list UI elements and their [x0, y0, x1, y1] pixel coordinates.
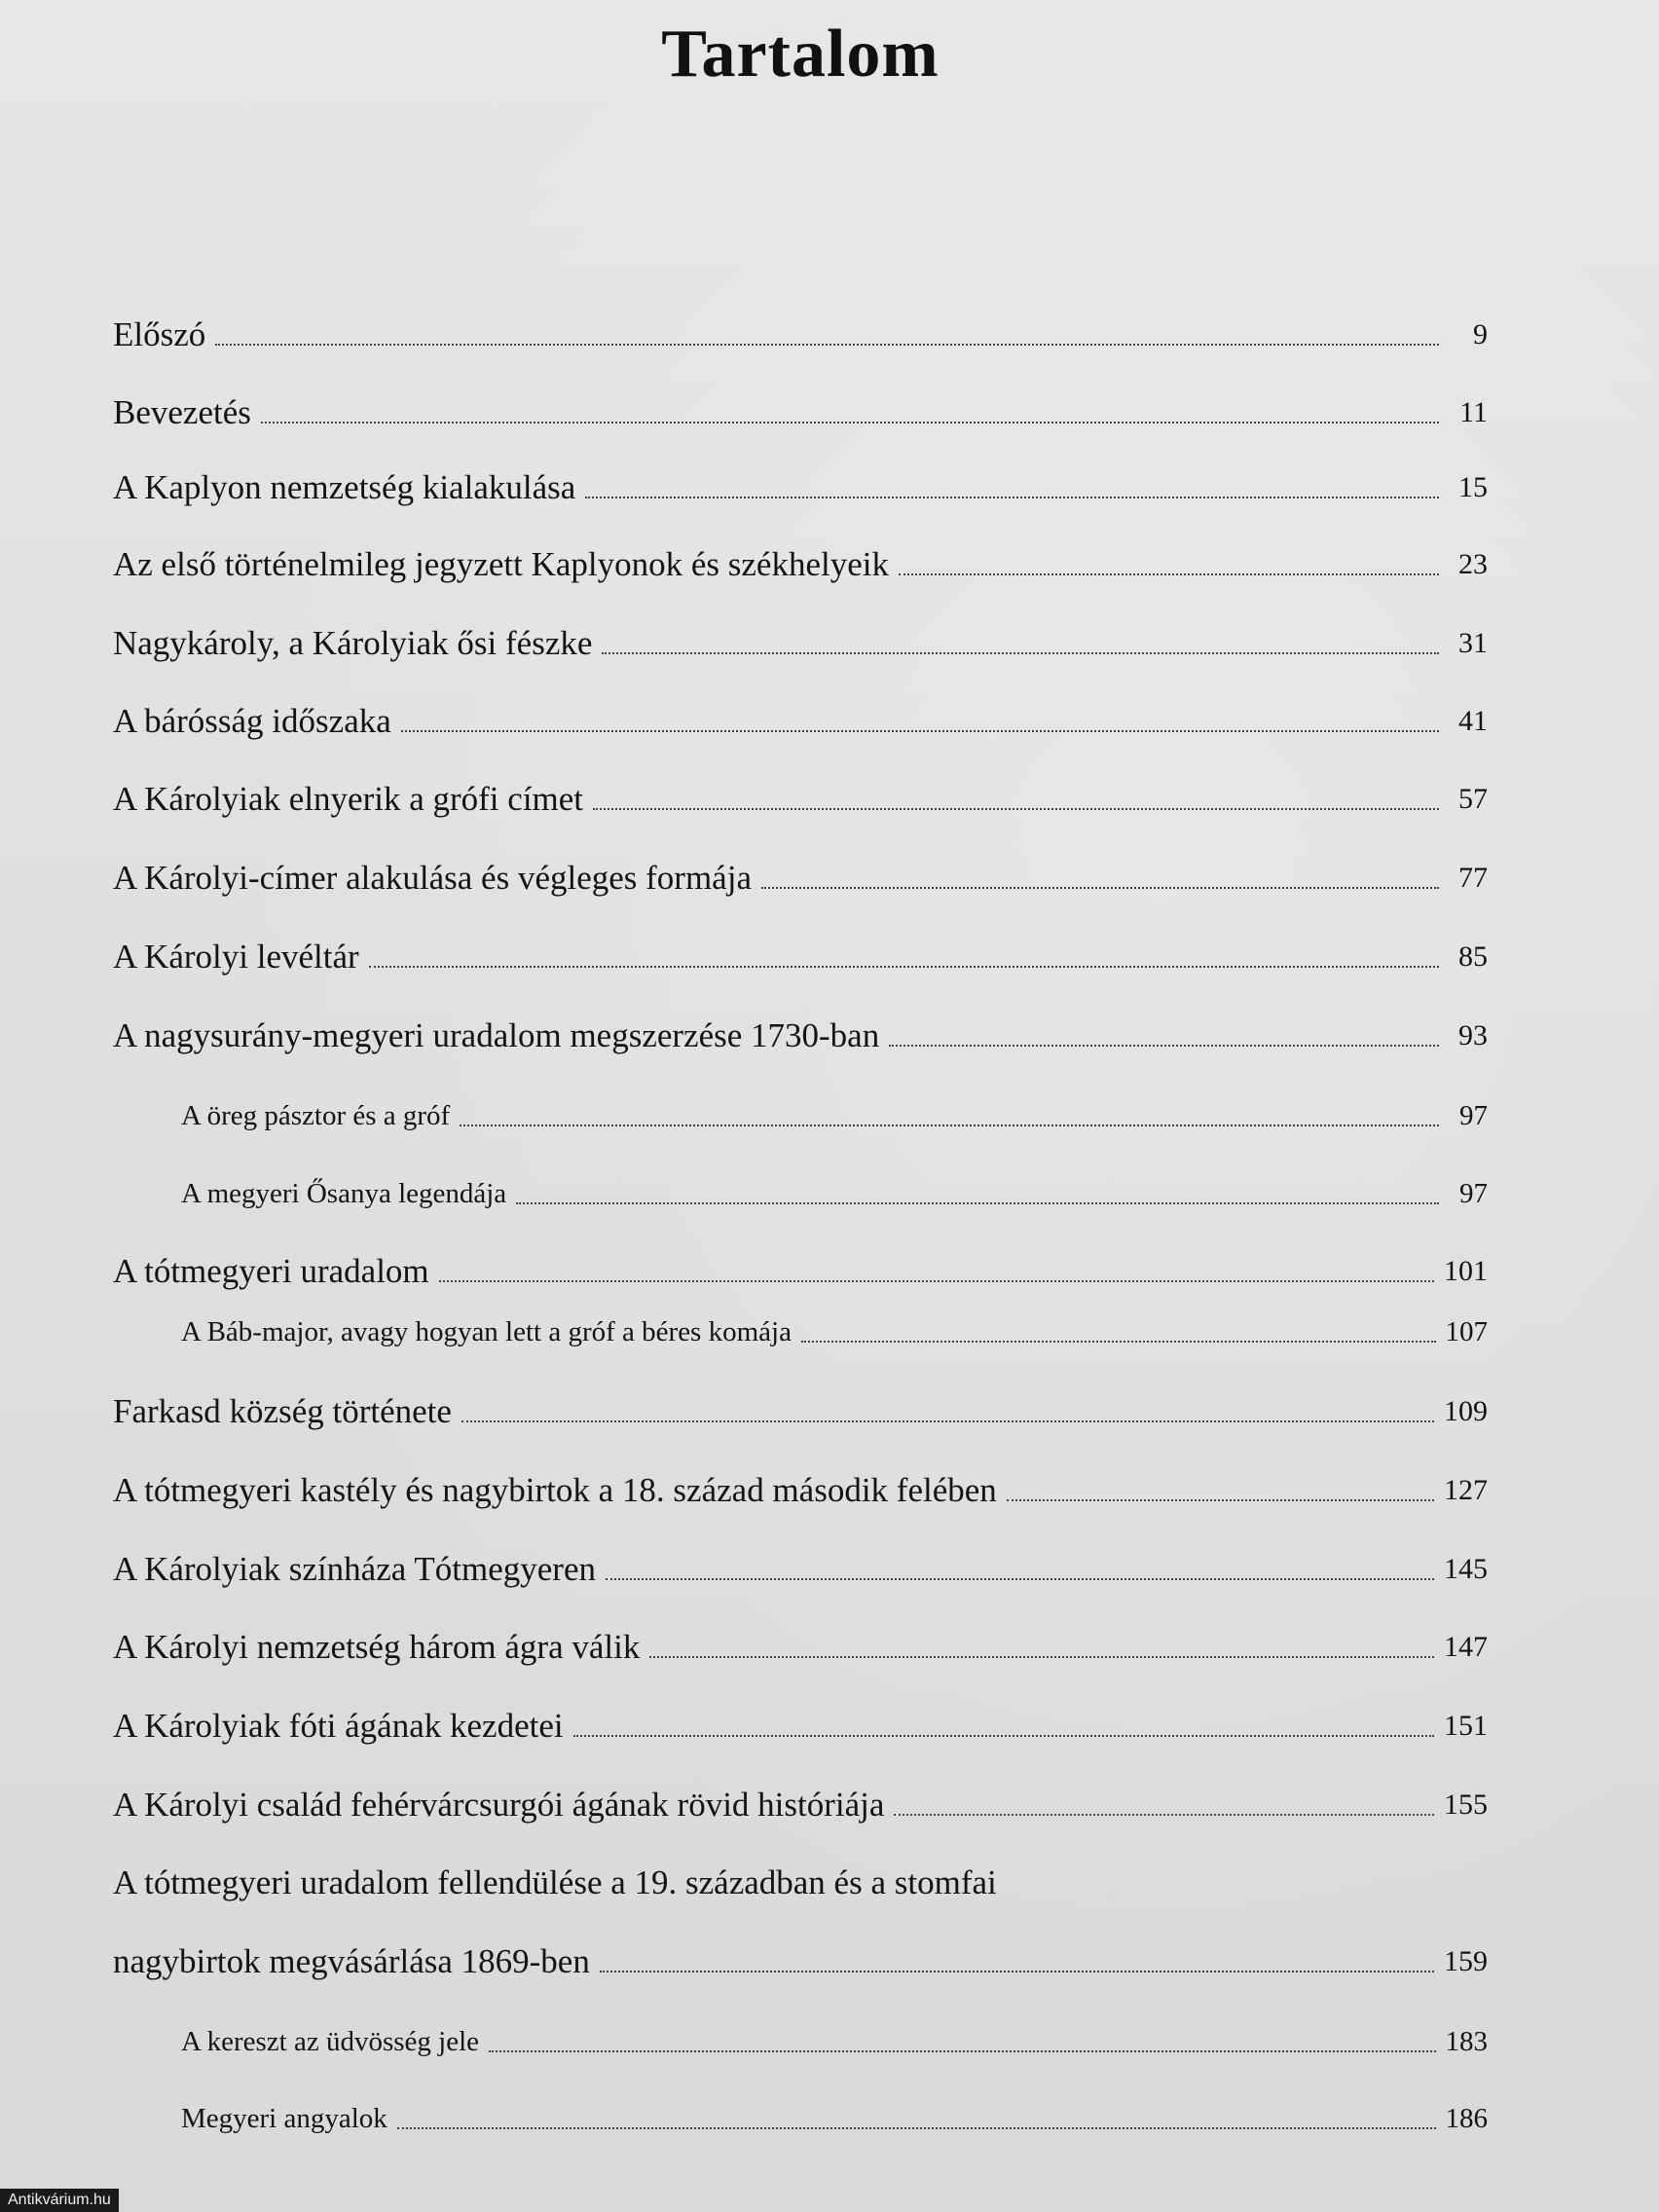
toc-entry-label: A Károlyi-címer alakulása és végleges formája [113, 859, 752, 897]
toc-entry-page: 85 [1458, 940, 1488, 973]
dot-leader [899, 573, 1439, 575]
toc-entry-page: 93 [1458, 1019, 1488, 1051]
dot-leader [593, 808, 1439, 810]
dot-leader [573, 1735, 1434, 1737]
toc-subentry-label: A megyeri Ősanya legendája [181, 1178, 507, 1209]
toc-subentry-label: A Báb-major, avagy hogyan lett a gróf a béres komája [181, 1316, 792, 1347]
toc-subentry-label: Megyeri angyalok [181, 2103, 387, 2134]
dot-leader [397, 2127, 1436, 2129]
toc-subentry-page: 97 [1459, 1100, 1488, 1131]
toc-subentry-page: 186 [1445, 2103, 1488, 2134]
dot-leader [516, 1202, 1439, 1204]
dot-leader [602, 652, 1439, 654]
toc-subentry [181, 1161, 1488, 1215]
toc-entry [113, 1614, 1488, 1669]
toc-entry-label: Bevezetés [113, 393, 251, 431]
toc-entry-label: Előszó [113, 315, 206, 353]
toc-entry [113, 1379, 1488, 1433]
dot-leader [649, 1656, 1434, 1658]
toc-entry-label: Farkasd község története [113, 1392, 452, 1430]
toc-entry-label: A Károlyiak színháza Tótmegyeren [113, 1550, 596, 1588]
dot-leader [461, 1420, 1434, 1422]
toc-entry [113, 845, 1488, 900]
toc-entry-label: A tótmegyeri uradalom [113, 1252, 429, 1290]
toc-entry-label: Nagykároly, a Károlyiak ősi fészke [113, 624, 593, 662]
toc-entry-page: 109 [1444, 1395, 1488, 1427]
dot-leader [460, 1124, 1439, 1126]
toc-subentry-page: 97 [1459, 1178, 1488, 1209]
dot-leader [606, 1578, 1434, 1580]
toc-entry [113, 688, 1488, 743]
dot-leader [401, 730, 1439, 732]
dot-leader [894, 1814, 1434, 1816]
toc-subentry [181, 1083, 1488, 1137]
toc-subentry [181, 1299, 1488, 1353]
toc-entry [113, 1238, 1488, 1293]
toc-entry-page: 155 [1444, 1788, 1488, 1821]
toc-entry [113, 766, 1488, 821]
toc-entry-label: A Károlyiak elnyerik a grófi címet [113, 780, 584, 818]
toc-subentry-label: A kereszt az üdvösség jele [181, 2026, 480, 2057]
toc-entry [113, 1929, 1488, 1983]
toc-entry-page: 151 [1444, 1710, 1488, 1742]
dot-leader [801, 1341, 1436, 1343]
toc-entry-label: nagybirtok megvásárlása 1869-ben [113, 1942, 590, 1980]
toc-entry-page: 127 [1444, 1474, 1488, 1506]
toc-entry-page: 145 [1444, 1553, 1488, 1585]
toc-entry [113, 1003, 1488, 1057]
toc-entry-page: 101 [1444, 1255, 1488, 1287]
toc-entry-label: A nagysurány-megyeri uradalom megszerzése 1730-ban [113, 1016, 880, 1054]
watermark: Antikvárium.hu [0, 2189, 119, 2212]
toc-entry-label: A Károlyi család fehérvárcsurgói ágának rövid históriája [113, 1786, 885, 1824]
toc-entry-page: 41 [1458, 705, 1488, 737]
toc-entry-label: A Károlyiak fóti ágának kezdetei [113, 1707, 564, 1745]
toc-entry [113, 1536, 1488, 1591]
toc-entry-page: 11 [1459, 396, 1488, 428]
toc-entry [113, 455, 1488, 509]
dot-leader [369, 966, 1439, 968]
dot-leader [215, 344, 1439, 346]
page-title: Tartalom [661, 17, 940, 92]
toc-subentry [181, 2085, 1488, 2140]
dot-leader [761, 887, 1439, 889]
toc-entry-page: 147 [1444, 1631, 1488, 1663]
toc-entry-page: 159 [1444, 1945, 1488, 1977]
toc-entry [113, 1457, 1488, 1512]
toc-subentry-label: A öreg pásztor és a gróf [181, 1100, 451, 1131]
toc-subentry [181, 2009, 1488, 2063]
dot-leader [261, 422, 1439, 424]
dot-leader [600, 1971, 1434, 1972]
toc-entry-label: A Károlyi levéltár [113, 938, 359, 976]
toc-entry-label: Az első történelmileg jegyzett Kaplyonok és székhelyeik [113, 545, 889, 583]
toc-entry-page: 15 [1458, 471, 1488, 503]
toc-entry [113, 1772, 1488, 1826]
dot-leader [1007, 1499, 1434, 1501]
toc-entry-label: A Károlyi nemzetség három ágra válik [113, 1628, 641, 1666]
toc-entry-label: A bárósság időszaka [113, 702, 391, 740]
toc-entry-page: 31 [1458, 627, 1488, 659]
dot-leader [585, 497, 1439, 498]
toc-entry [113, 1693, 1488, 1748]
dot-leader [439, 1280, 1434, 1282]
toc-entry-page: 77 [1458, 862, 1488, 894]
toc-entry-page: 9 [1473, 318, 1488, 350]
dot-leader [489, 2050, 1435, 2052]
toc-subentry-page: 183 [1445, 2026, 1488, 2057]
toc-entry-label: A tótmegyeri kastély és nagybirtok a 18. század második felében [113, 1471, 997, 1509]
toc-entry-page: 23 [1458, 548, 1488, 580]
toc-entry [113, 924, 1488, 978]
toc-entry-page: 57 [1458, 783, 1488, 815]
toc-entry-label: A Kaplyon nemzetség kialakulása [113, 468, 576, 506]
toc-entry [113, 610, 1488, 665]
toc-entry [113, 532, 1488, 586]
dot-leader [889, 1045, 1439, 1047]
toc-subentry-page: 107 [1445, 1316, 1488, 1347]
toc-entry-first-line: A tótmegyeri uradalom fellendülése a 19. században és a stomfai [113, 1863, 997, 1901]
toc-entry [113, 302, 1488, 356]
toc-entry [113, 380, 1488, 434]
